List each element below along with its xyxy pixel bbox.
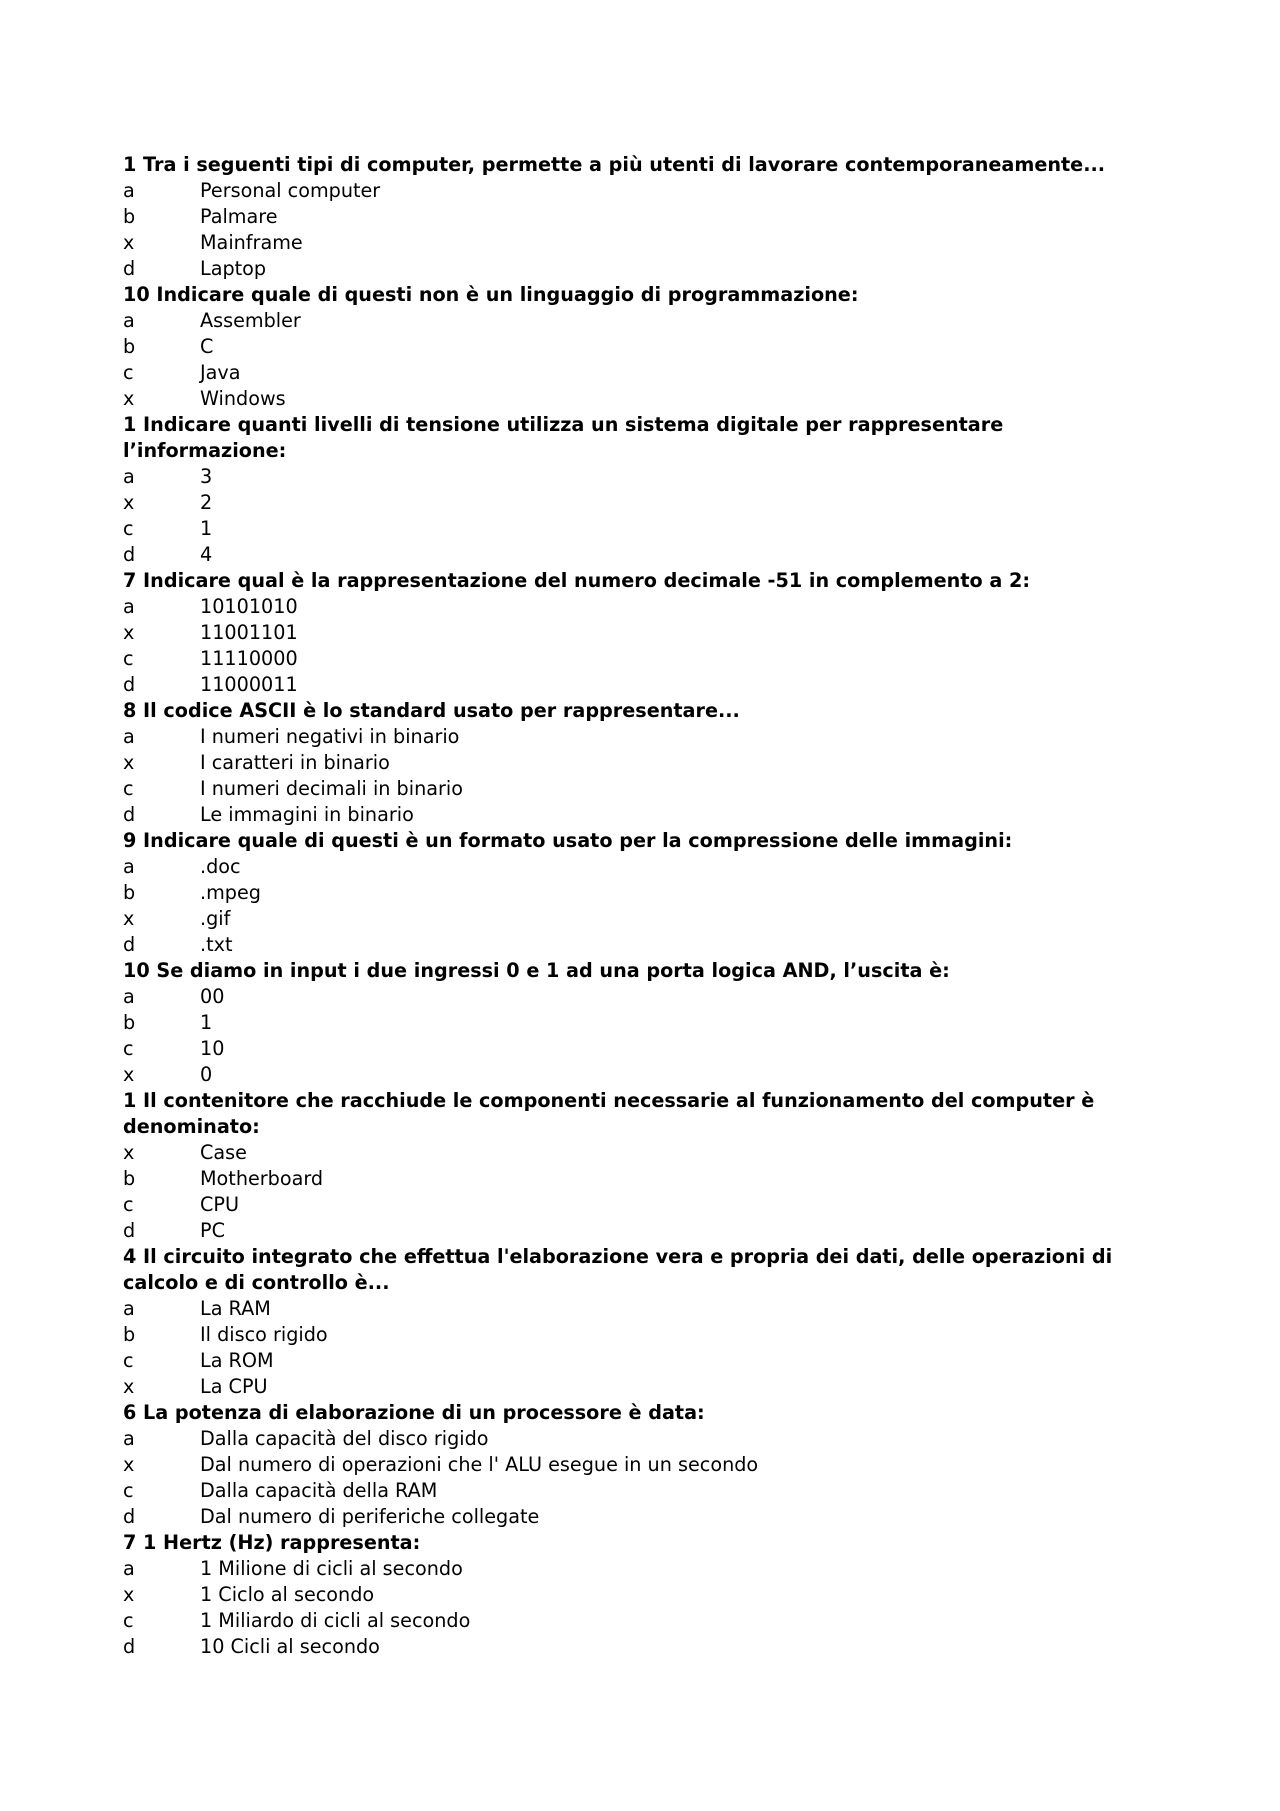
- option-letter: d: [123, 803, 136, 826]
- option-row: [123, 386, 1133, 412]
- option-row: [123, 776, 1133, 802]
- option-text: C: [200, 335, 214, 358]
- option-row: [123, 516, 1133, 542]
- option-row: [123, 1010, 1133, 1036]
- option-row: [123, 880, 1133, 906]
- option-row: [123, 1218, 1133, 1244]
- option-row: [123, 594, 1133, 620]
- option-text: .doc: [200, 855, 241, 878]
- question-block: [123, 958, 1133, 1088]
- option-text: Dal numero di operazioni che l' ALU esegue in un secondo: [200, 1453, 759, 1476]
- option-row: [123, 1140, 1133, 1166]
- option-letter: d: [123, 1505, 136, 1528]
- option-letter: x: [123, 1063, 135, 1086]
- option-text: 11001101: [200, 621, 298, 644]
- option-row: [123, 1296, 1133, 1322]
- option-letter: x: [123, 1583, 135, 1606]
- option-letter: b: [123, 881, 136, 904]
- option-letter: a: [123, 1297, 135, 1320]
- option-text: 1 Ciclo al secondo: [200, 1583, 375, 1606]
- question-block: [123, 1400, 1133, 1530]
- option-text: Case: [200, 1141, 247, 1164]
- option-letter: c: [123, 1479, 134, 1502]
- option-letter: c: [123, 361, 134, 384]
- option-letter: d: [123, 257, 136, 280]
- option-row: [123, 1192, 1133, 1218]
- option-text: 10101010: [200, 595, 298, 618]
- option-text: Assembler: [200, 309, 301, 332]
- question-block: [123, 282, 1133, 412]
- option-text: Laptop: [200, 257, 267, 280]
- option-letter: b: [123, 1011, 136, 1034]
- option-text: Il disco rigido: [200, 1323, 328, 1346]
- option-letter: d: [123, 933, 136, 956]
- option-letter: d: [123, 1635, 136, 1658]
- option-text: 10: [200, 1037, 225, 1060]
- option-text: 00: [200, 985, 225, 1008]
- option-row: [123, 672, 1133, 698]
- option-letter: d: [123, 673, 136, 696]
- option-text: 11110000: [200, 647, 298, 670]
- option-row: [123, 1452, 1133, 1478]
- question-text: 10 Indicare quale di questi non è un linguaggio di programmazione:: [123, 283, 859, 306]
- option-letter: c: [123, 517, 134, 540]
- option-text: Java: [200, 361, 241, 384]
- option-row: [123, 724, 1133, 750]
- option-row: [123, 906, 1133, 932]
- question-text: 1 Il contenitore che racchiude le componenti necessarie al funzionamento del computer è denominato:: [123, 1089, 1095, 1138]
- question-text: 7 1 Hertz (Hz) rappresenta:: [123, 1531, 421, 1554]
- option-text: La CPU: [200, 1375, 268, 1398]
- option-row: [123, 984, 1133, 1010]
- option-letter: a: [123, 1427, 135, 1450]
- option-row: [123, 1062, 1133, 1088]
- option-letter: d: [123, 1219, 136, 1242]
- option-text: 11000011: [200, 673, 298, 696]
- option-text: Personal computer: [200, 179, 381, 202]
- option-row: [123, 334, 1133, 360]
- option-row: [123, 1426, 1133, 1452]
- option-letter: c: [123, 647, 134, 670]
- option-row: [123, 178, 1133, 204]
- option-letter: x: [123, 1375, 135, 1398]
- option-letter: x: [123, 907, 135, 930]
- option-letter: c: [123, 1037, 134, 1060]
- option-letter: a: [123, 985, 135, 1008]
- question-text: 8 Il codice ASCII è lo standard usato per rappresentare...: [123, 699, 740, 722]
- option-row: [123, 1608, 1133, 1634]
- option-letter: x: [123, 387, 135, 410]
- option-text: 1 Miliardo di cicli al secondo: [200, 1609, 471, 1632]
- question-text: 1 Indicare quanti livelli di tensione utilizza un sistema digitale per rappresentare l’informazione:: [123, 413, 1004, 462]
- option-text: Windows: [200, 387, 286, 410]
- question-block: [123, 412, 1133, 568]
- option-letter: x: [123, 491, 135, 514]
- option-letter: b: [123, 335, 136, 358]
- option-letter: c: [123, 777, 134, 800]
- option-row: [123, 1634, 1133, 1660]
- option-row: [123, 360, 1133, 386]
- option-row: [123, 230, 1133, 256]
- option-text: Motherboard: [200, 1167, 324, 1190]
- option-text: La ROM: [200, 1349, 274, 1372]
- option-text: Dalla capacità della RAM: [200, 1479, 438, 1502]
- option-row: [123, 802, 1133, 828]
- option-text: 10 Cicli al secondo: [200, 1635, 380, 1658]
- option-text: I numeri negativi in binario: [200, 725, 460, 748]
- option-text: 3: [200, 465, 213, 488]
- question-block: [123, 152, 1133, 282]
- question-text: 4 Il circuito integrato che effettua l'elaborazione vera e propria dei dati, delle operazioni di calcolo e di controllo è...: [123, 1245, 1113, 1294]
- question-text: 9 Indicare quale di questi è un formato usato per la compressione delle immagini:: [123, 829, 1013, 852]
- option-text: .mpeg: [200, 881, 261, 904]
- question-text: 10 Se diamo in input i due ingressi 0 e 1 ad una porta logica AND, l’uscita è:: [123, 959, 950, 982]
- question-block: [123, 1244, 1133, 1400]
- option-letter: a: [123, 725, 135, 748]
- option-text: I caratteri in binario: [200, 751, 390, 774]
- option-letter: x: [123, 751, 135, 774]
- question-block: [123, 1530, 1133, 1660]
- question-block: [123, 1088, 1133, 1244]
- option-row: [123, 1348, 1133, 1374]
- option-text: Mainframe: [200, 231, 303, 254]
- option-letter: a: [123, 309, 135, 332]
- option-letter: x: [123, 621, 135, 644]
- option-row: [123, 1166, 1133, 1192]
- option-letter: b: [123, 205, 136, 228]
- option-row: [123, 1556, 1133, 1582]
- option-letter: x: [123, 1453, 135, 1476]
- option-row: [123, 464, 1133, 490]
- option-letter: c: [123, 1609, 134, 1632]
- option-text: 0: [200, 1063, 213, 1086]
- option-text: 1: [200, 517, 213, 540]
- option-letter: a: [123, 595, 135, 618]
- option-row: [123, 308, 1133, 334]
- option-row: [123, 1036, 1133, 1062]
- option-letter: a: [123, 855, 135, 878]
- option-text: CPU: [200, 1193, 240, 1216]
- option-text: .gif: [200, 907, 231, 930]
- option-text: Dalla capacità del disco rigido: [200, 1427, 489, 1450]
- option-row: [123, 854, 1133, 880]
- option-letter: b: [123, 1167, 136, 1190]
- option-text: PC: [200, 1219, 225, 1242]
- option-row: [123, 1504, 1133, 1530]
- document-body: [123, 152, 1133, 1660]
- option-letter: a: [123, 465, 135, 488]
- option-row: [123, 750, 1133, 776]
- option-letter: b: [123, 1323, 136, 1346]
- option-row: [123, 932, 1133, 958]
- option-letter: d: [123, 543, 136, 566]
- question-block: [123, 698, 1133, 828]
- option-row: [123, 1322, 1133, 1348]
- question-text: 7 Indicare qual è la rappresentazione del numero decimale -51 in complemento a 2:: [123, 569, 1031, 592]
- option-text: Palmare: [200, 205, 278, 228]
- option-text: 1: [200, 1011, 213, 1034]
- question-text: 1 Tra i seguenti tipi di computer, permette a più utenti di lavorare contemporaneamente...: [123, 153, 1106, 176]
- option-text: La RAM: [200, 1297, 271, 1320]
- option-text: 2: [200, 491, 213, 514]
- option-letter: a: [123, 1557, 135, 1580]
- option-text: I numeri decimali in binario: [200, 777, 463, 800]
- option-row: [123, 1582, 1133, 1608]
- option-row: [123, 204, 1133, 230]
- option-letter: x: [123, 231, 135, 254]
- question-block: [123, 828, 1133, 958]
- option-row: [123, 490, 1133, 516]
- option-text: Dal numero di periferiche collegate: [200, 1505, 540, 1528]
- option-row: [123, 1374, 1133, 1400]
- option-text: 4: [200, 543, 213, 566]
- option-row: [123, 256, 1133, 282]
- option-letter: c: [123, 1193, 134, 1216]
- option-text: Le immagini in binario: [200, 803, 414, 826]
- option-row: [123, 620, 1133, 646]
- option-letter: x: [123, 1141, 135, 1164]
- question-text: 6 La potenza di elaborazione di un processore è data:: [123, 1401, 705, 1424]
- option-row: [123, 542, 1133, 568]
- option-row: [123, 646, 1133, 672]
- question-block: [123, 568, 1133, 698]
- option-text: .txt: [200, 933, 233, 956]
- option-row: [123, 1478, 1133, 1504]
- option-letter: a: [123, 179, 135, 202]
- option-letter: c: [123, 1349, 134, 1372]
- option-text: 1 Milione di cicli al secondo: [200, 1557, 463, 1580]
